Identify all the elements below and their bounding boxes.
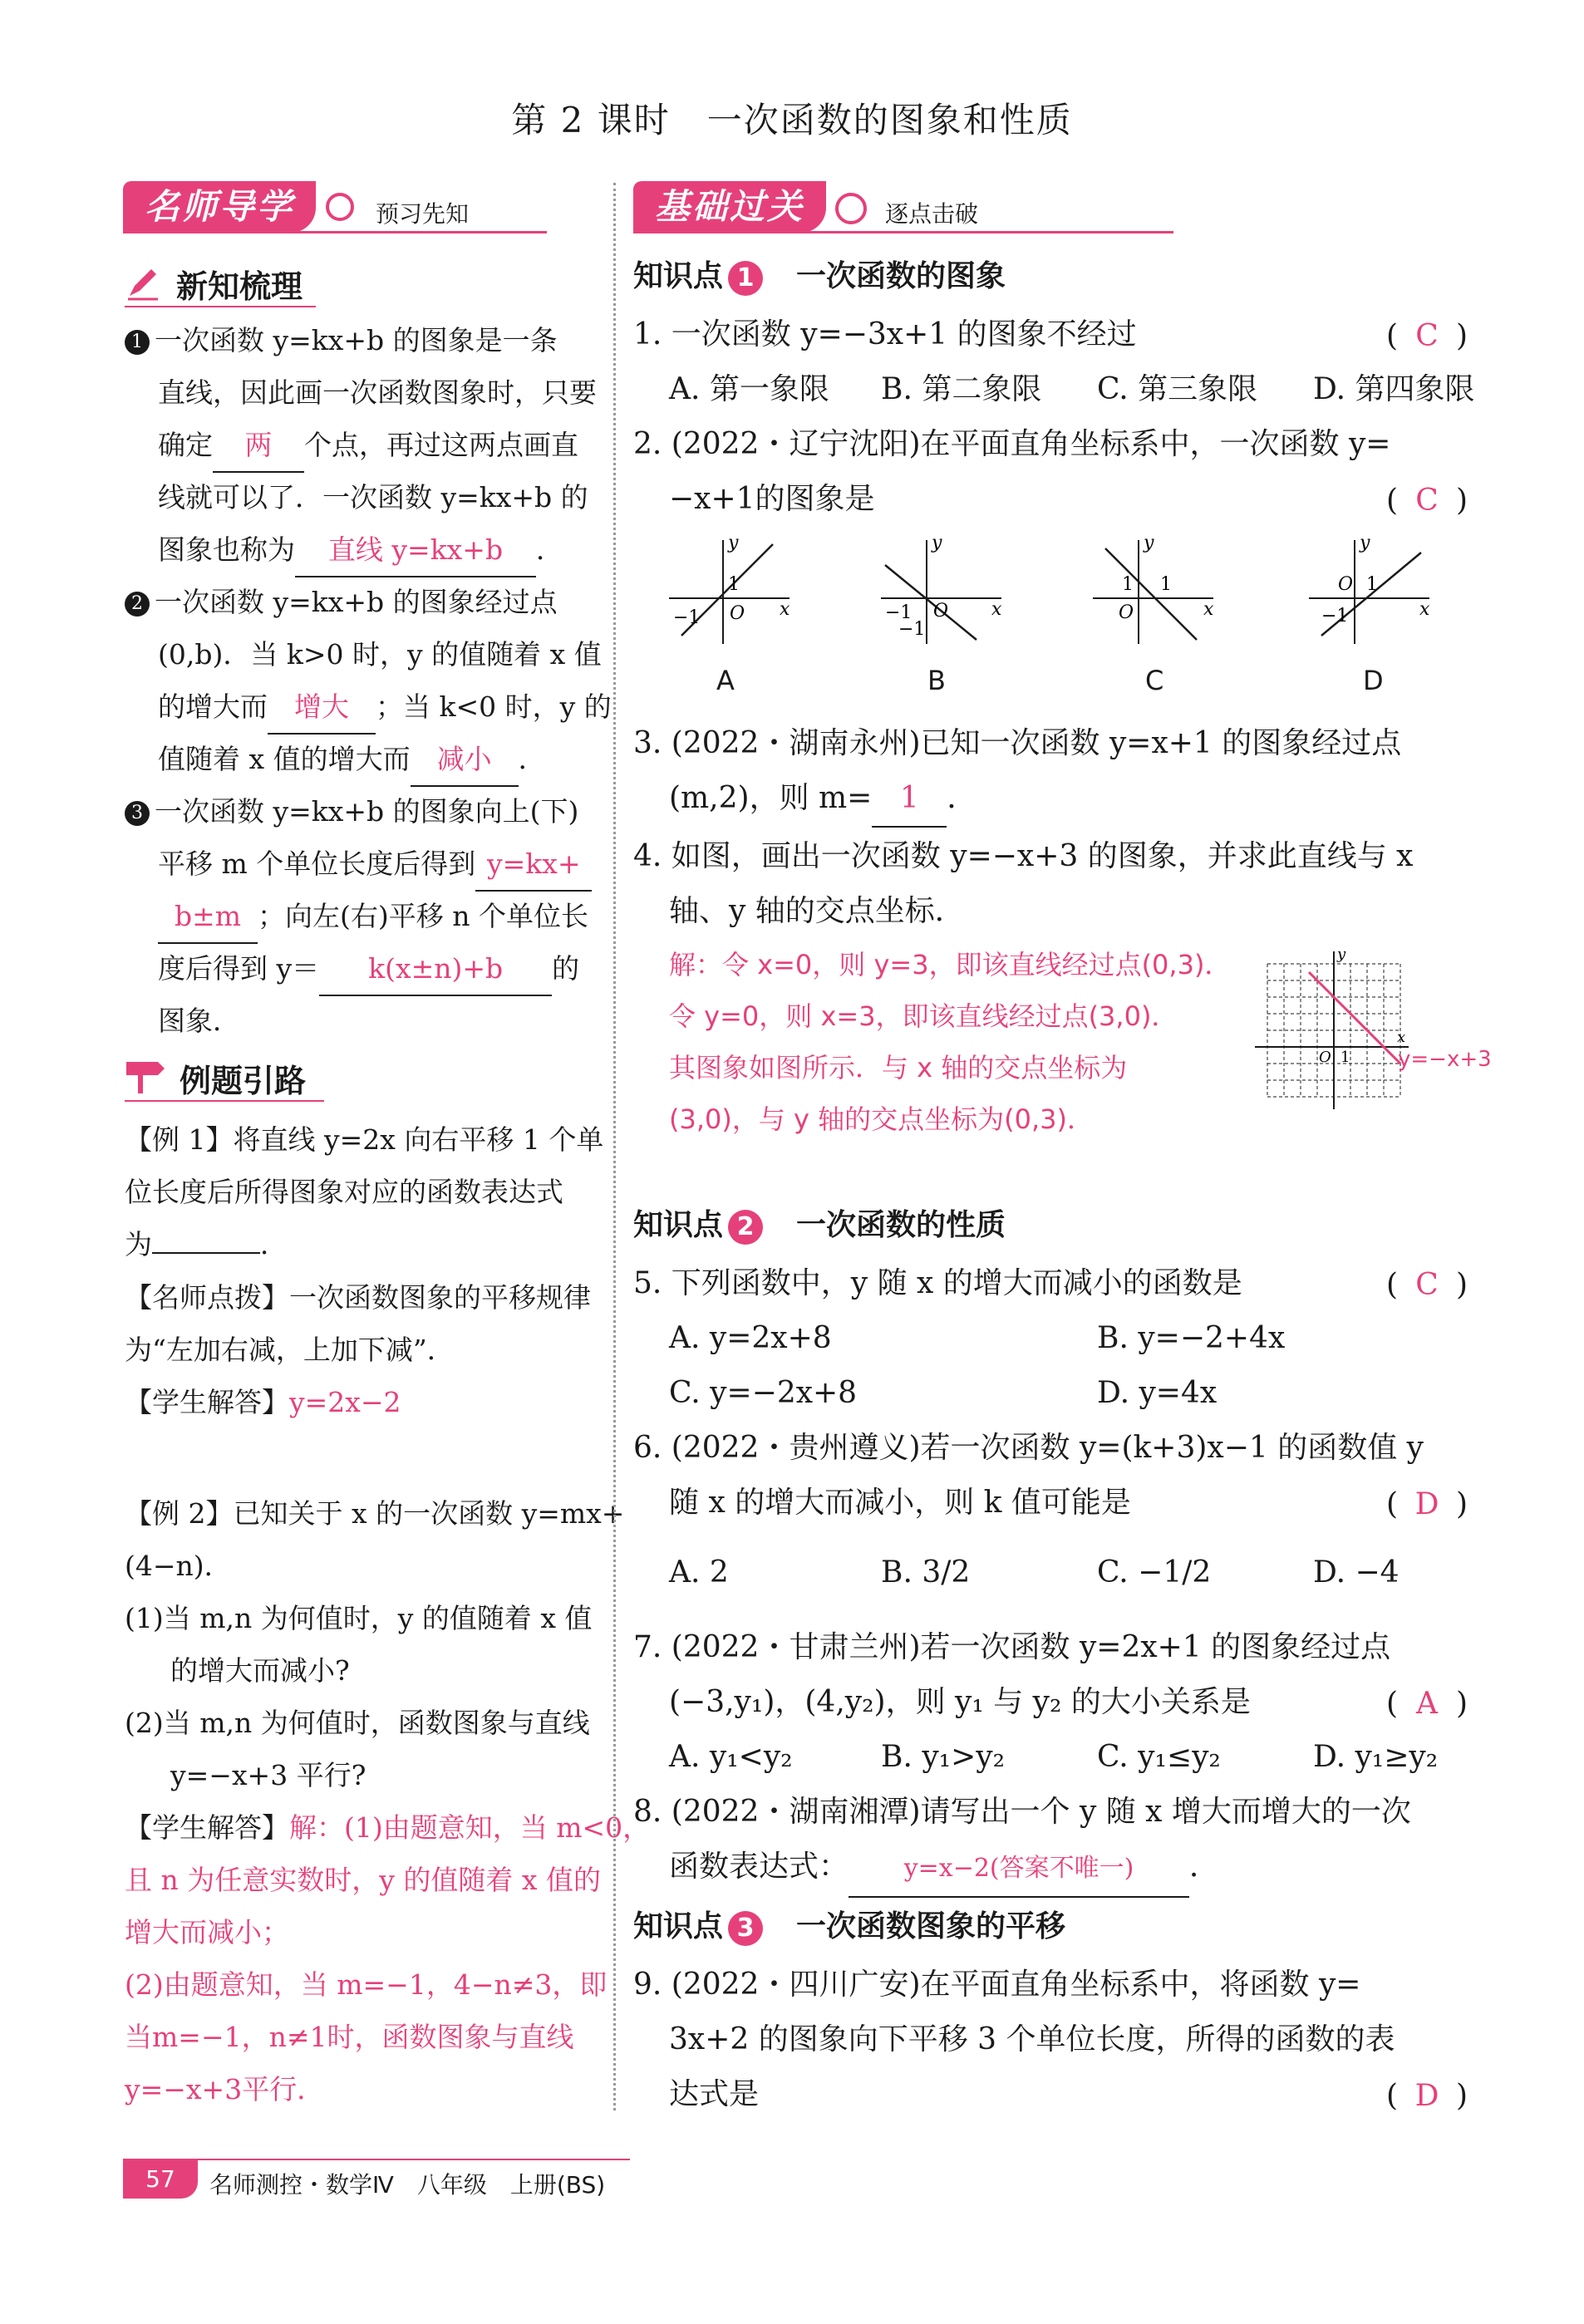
q5-option-b: B. y=−2+4x (1097, 1321, 1286, 1355)
q8-stem2: 函数表达式： y=x−2(答案不唯一) ． (669, 1840, 1219, 1898)
pencil-icon (125, 264, 161, 301)
q5-option-c: C. y=−2x+8 (669, 1376, 858, 1410)
q9-answer-box: ( D ) (1386, 2079, 1468, 2113)
svg-text:−1: −1 (898, 619, 926, 640)
ex2-answer-line2: 且 n 为任意实数时，y 的值随着 x 值的 (125, 1864, 601, 1896)
q1-answer-box: ( C ) (1386, 319, 1468, 353)
svg-text:x: x (780, 599, 790, 620)
ex2-line2: (4−n)． (125, 1550, 232, 1582)
knowledge-point-1: 知识点 1 一次函数的图象 (633, 253, 1006, 296)
footer-rule (123, 2159, 630, 2160)
ex2-line1: 【例 2】已知关于 x 的一次函数 y=mx+ (125, 1497, 625, 1530)
signpost-icon (125, 1057, 166, 1093)
item2-line4: 值随着 x 值的增大而 减小 ． (158, 733, 546, 787)
svg-text:y: y (932, 533, 942, 553)
svg-text:−1: −1 (1321, 606, 1349, 626)
svg-text:O: O (730, 603, 745, 624)
q4-graph-label: y=−x+3 (1398, 1047, 1492, 1072)
q7-option-b: B. y₁>y₂ (881, 1740, 1006, 1774)
q5-option-a: A. y=2x+8 (669, 1321, 832, 1355)
q3-stem2: (m,2)，则 m= 1 ． (669, 771, 976, 828)
q3-stem1: 3. (2022・湖南永州)已知一次函数 y=x+1 的图象经过点 (633, 726, 1402, 760)
svg-text:1: 1 (1122, 574, 1134, 595)
svg-text:y: y (1337, 947, 1346, 963)
q2-graph-d (1305, 532, 1438, 648)
q1-option-d: D. 第四象限 (1313, 372, 1475, 406)
item3-line2: 平移 m 个单位长度后得到 y=kx+ (158, 838, 592, 892)
q7-option-a: A. y₁<y₂ (669, 1740, 793, 1774)
svg-text:O: O (1319, 1049, 1331, 1066)
svg-text:1: 1 (1340, 1049, 1350, 1066)
q2-label-a: A (716, 665, 735, 696)
item1-line4: 线就可以了．一次函数 y=kx+b 的 (158, 481, 588, 513)
left-banner-rule (123, 231, 547, 233)
q4-graph-grid (1251, 947, 1409, 1113)
q1-stem: 1. 一次函数 y=−3x+1 的图象不经过 (633, 317, 1137, 351)
svg-text:1: 1 (728, 574, 740, 595)
q9-stem2: 3x+2 的图象向下平移 3 个单位长度，所得的函数的表 (669, 2022, 1395, 2056)
q6-option-a: A. 2 (669, 1555, 729, 1589)
q6-answer-box: ( D ) (1386, 1487, 1468, 1521)
q2-graph-c (1089, 532, 1222, 648)
q3-answer-blank[interactable]: 1 (872, 771, 947, 828)
ex2-answer-line5: 当m=−1，n≠1时，函数图象与直线 (125, 2021, 574, 2053)
ex2-part1-line2: 的增大而减小? (170, 1654, 350, 1687)
svg-text:x: x (1203, 599, 1214, 620)
blank-shift-vertical-b[interactable]: b±m (158, 890, 258, 944)
q5-stem: 5. 下列函数中，y 随 x 的增大而减小的函数是 (633, 1266, 1242, 1300)
q2-label-b: B (927, 665, 946, 696)
svg-text:x: x (1397, 1029, 1406, 1046)
ex1-line2: 位长度后所得图象对应的函数表达式 (125, 1176, 563, 1208)
blank-line-name[interactable]: 直线 y=kx+b (295, 523, 536, 577)
footer-text: 名师测控・数学Ⅳ 八年级 上册(BS) (209, 2171, 606, 2199)
ex2-part2-line1: (2)当 m,n 为何值时，函数图象与直线 (125, 1707, 590, 1739)
ex1-answer: 【学生解答】y=2x−2 (125, 1386, 401, 1418)
item1-line3: 确定 两 个点，再过这两点画直 (158, 419, 578, 473)
q1-option-b: B. 第二象限 (881, 372, 1042, 406)
ex1-tip-line1: 【名师点拨】一次函数图象的平移规律 (125, 1281, 591, 1314)
item-number: 2 (125, 592, 150, 617)
q2-answer-box: ( C ) (1386, 484, 1468, 518)
blank-two-points[interactable]: 两 (213, 419, 304, 473)
right-banner: 基础过关 (633, 181, 826, 233)
section-new-knowledge: 新知梳理 (176, 268, 303, 305)
ex1-line1: 【例 1】将直线 y=2x 向右平移 1 个单 (125, 1123, 604, 1156)
q4-stem1: 4. 如图，画出一次函数 y=−x+3 的图象，并求此直线与 x (633, 839, 1414, 873)
q7-stem2: (−3,y₁)，(4,y₂)，则 y₁ 与 y₂ 的大小关系是 (669, 1685, 1251, 1719)
q4-stem2: 轴、y 轴的交点坐标． (669, 894, 965, 928)
svg-text:x: x (1419, 599, 1430, 620)
ex2-part1-line1: (1)当 m,n 为何值时，y 的值随着 x 值 (125, 1602, 593, 1634)
svg-text:x: x (991, 599, 1002, 620)
left-banner-sub: 预习先知 (376, 200, 470, 228)
q2-graph-a (665, 532, 798, 648)
column-divider (613, 183, 616, 2110)
right-banner-rule (633, 231, 1173, 233)
knowledge-point-2: 知识点 2 一次函数的性质 (633, 1201, 1006, 1245)
blank-shift-horizontal[interactable]: k(x±n)+b (319, 942, 552, 996)
q2-label-c: C (1145, 665, 1164, 696)
blank-increase[interactable]: 增大 (268, 680, 376, 735)
right-banner-sub: 逐点击破 (885, 200, 979, 228)
q4-solution-line4: (3,0)，与 y 轴的交点坐标为(0,3)． (669, 1103, 1095, 1135)
section-rule (125, 306, 316, 307)
svg-text:O: O (1338, 574, 1354, 595)
svg-text:1: 1 (1160, 574, 1172, 595)
svg-text:O: O (933, 601, 949, 622)
crosshair-icon (835, 193, 867, 224)
item3-line3: b±m ；向左(右)平移 n 个单位长 (158, 890, 588, 944)
q9-stem1: 9. (2022・四川广安)在平面直角坐标系中，将函数 y= (633, 1968, 1361, 2002)
q2-label-d: D (1363, 665, 1384, 696)
item1-line1: 1 一次函数 y=kx+b 的图象是一条 (125, 314, 558, 366)
q4-solution-line1: 解：令 x=0，则 y=3，即该直线经过点(0,3)． (669, 949, 1232, 980)
q2-stem2: −x+1的图象是 (669, 482, 875, 516)
q2-stem1: 2. (2022・辽宁沈阳)在平面直角坐标系中，一次函数 y= (633, 427, 1391, 461)
item2-line3: 的增大而 增大 ；当 k<0 时，y 的 (158, 680, 612, 735)
q6-option-b: B. 3/2 (881, 1555, 971, 1589)
q6-option-d: D. −4 (1313, 1555, 1400, 1589)
kp-number: 1 (728, 261, 763, 296)
q6-stem2: 随 x 的增大而减小，则 k 值可能是 (669, 1486, 1131, 1520)
kp-number: 3 (728, 1911, 763, 1946)
section-examples: 例题引路 (180, 1063, 307, 1099)
q7-stem1: 7. (2022・甘肃兰州)若一次函数 y=2x+1 的图象经过点 (633, 1630, 1391, 1664)
ex2-answer-line4: (2)由题意知，当 m=−1，4−n≠3，即 (125, 1968, 608, 2001)
item2-line2: (0,b)．当 k>0 时，y 的值随着 x 值 (158, 638, 602, 671)
q4-solution-line3: 其图象如图所示．与 x 轴的交点坐标为 (669, 1052, 1128, 1083)
q8-answer-blank[interactable]: y=x−2(答案不唯一) (849, 1841, 1189, 1898)
q9-stem3: 达式是 (669, 2077, 760, 2111)
q6-stem1: 6. (2022・贵州遵义)若一次函数 y=(k+3)x−1 的函数值 y (633, 1431, 1424, 1465)
section-rule (125, 1100, 324, 1102)
q7-option-d: D. y₁≥y₂ (1313, 1740, 1439, 1774)
q2-graph-b (877, 532, 1010, 648)
q1-option-c: C. 第三象限 (1097, 372, 1258, 406)
blank-ex1[interactable] (152, 1252, 260, 1254)
svg-text:O: O (1119, 602, 1134, 623)
magnifier-icon (326, 193, 354, 221)
q8-stem1: 8. (2022・湖南湘潭)请写出一个 y 随 x 增大而增大的一次 (633, 1795, 1411, 1829)
blank-shift-vertical-a[interactable]: y=kx+ (475, 838, 592, 892)
svg-text:y: y (1360, 533, 1370, 553)
q5-answer-box: ( C ) (1386, 1268, 1468, 1302)
q7-option-c: C. y₁≤y₂ (1097, 1740, 1221, 1774)
svg-text:y: y (728, 533, 739, 553)
knowledge-point-3: 知识点 3 一次函数图象的平移 (633, 1903, 1065, 1946)
blank-decrease[interactable]: 减小 (411, 733, 519, 787)
item-number: 3 (125, 801, 150, 826)
ex2-answer-line3: 增大而减小； (125, 1916, 289, 1948)
page-title: 第 2 课时 一次函数的图象和性质 (511, 100, 1073, 140)
svg-text:−1: −1 (673, 607, 701, 628)
page-number: 57 (123, 2160, 198, 2199)
item3-line5: 图象． (158, 1005, 240, 1037)
q5-option-d: D. y=4x (1097, 1376, 1218, 1410)
ex2-part2-line2: y=−x+3 平行? (170, 1759, 366, 1791)
q6-option-c: C. −1/2 (1097, 1555, 1212, 1589)
item3-line4: 度后得到 y＝ k(x±n)+b 的 (158, 942, 579, 996)
svg-text:1: 1 (1366, 574, 1378, 595)
ex1-tip-line2: 为“左加右减，上加下减”． (125, 1334, 455, 1366)
q1-option-a: A. 第一象限 (669, 372, 829, 406)
item1-line5: 图象也称为 直线 y=kx+b ． (158, 523, 563, 577)
ex2-answer-line6: y=−x+3平行． (125, 2073, 325, 2105)
item-number: 1 (125, 330, 150, 355)
item2-line1: 2 一次函数 y=kx+b 的图象经过点 (125, 576, 558, 628)
left-banner: 名师导学 (123, 181, 316, 233)
ex1-line3: 为 ． (125, 1228, 288, 1260)
q7-answer-box: ( A ) (1386, 1687, 1468, 1721)
item1-line2: 直线，因此画一次函数图象时，只要 (158, 376, 597, 409)
kp-number: 2 (728, 1210, 763, 1245)
q4-solution-line2: 令 y=0，则 x=3，即该直线经过点(3,0)． (669, 1000, 1178, 1032)
svg-text:−1: −1 (885, 602, 913, 623)
ex2-answer-line1: 【学生解答】解：(1)由题意知，当 m<0， (125, 1811, 651, 1844)
item3-line1: 3 一次函数 y=kx+b 的图象向上(下) (125, 785, 578, 838)
svg-text:y: y (1144, 533, 1154, 553)
